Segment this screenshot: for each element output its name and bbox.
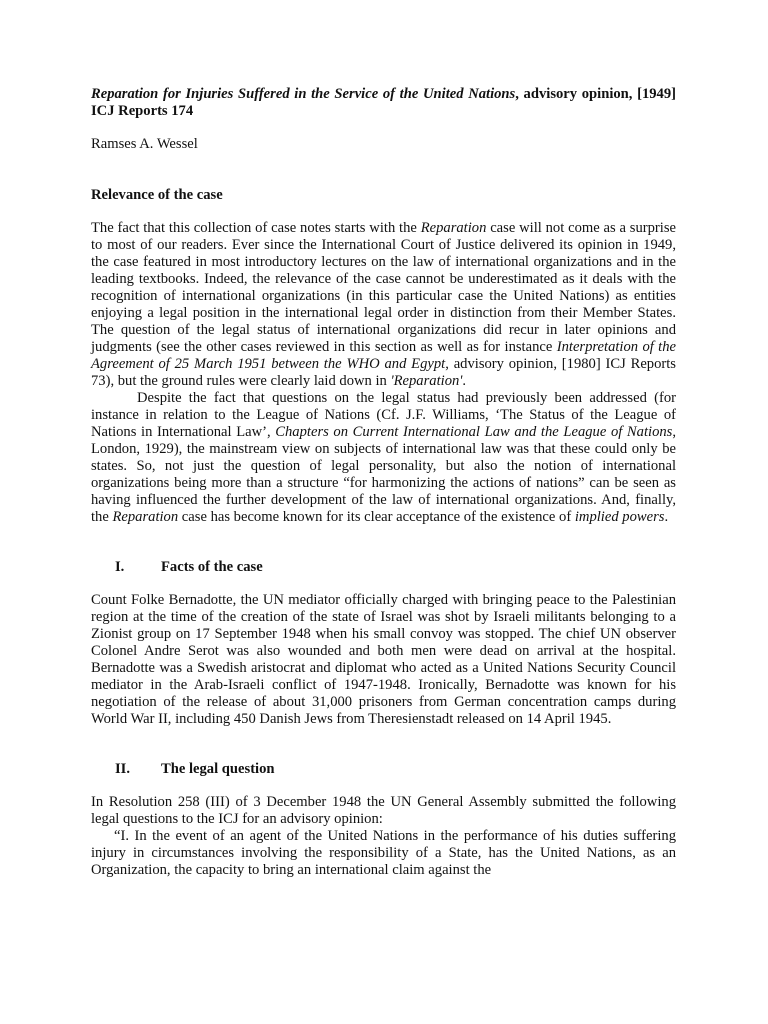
text-run: The fact that this collection of case notes starts with the: [91, 220, 421, 236]
italic-run: Interpretation of the Agreement of 25 March 1951 between the WHO and Egypt: [91, 339, 677, 372]
section-number: II.: [115, 761, 131, 777]
text-run: , London, 1929), the mainstream view on subjects of international law was that these could only be states. So, not just the question of legal personality, but also the notion of international organizations being more than a structure “for harmonizing the actions of nations” can be seen as having influenced the further development of the law of international organizations. And, finally, the: [91, 424, 677, 525]
section-title: The legal question: [161, 761, 275, 777]
document-body: [91, 86, 676, 879]
text-run: , advisory opinion, [1980] ICJ Reports 73), but the ground rules were clearly laid down in: [91, 356, 676, 389]
italic-run: implied powers: [574, 509, 665, 525]
text-run: case will not come as a surprise to most of our readers. Ever since the International Court of Justice delivered its opinion in 1949, the case featured in most introductory lectures on the law of international organizations and in the leading textbooks. Indeed, the relevance of the case cannot be underestimated as it deals with the recognition of international organizations (in this particular case the United Nations) as entities enjoying a legal position in the international legal order in distinction from their Member States. The question of the legal status of international organizations did recur in later opinions and judgments (see the other cases reviewed in this section as well as for instance: [91, 220, 676, 355]
title-italic: Reparation for Injuries Suffered in the Service of the United Nations: [91, 86, 516, 102]
legal-question-paragraph: In Resolution 258 (III) of 3 December 1948 the UN General Assembly submitted the following legal questions to the ICJ for an advisory opinion:: [91, 794, 676, 827]
facts-paragraph: Count Folke Bernadotte, the UN mediator officially charged with bringing peace to the Palestinian region at the time of the creation of the state of Israel was shot by Israeli militants belonging to a Zionist group on 17 September 1948 when his small convoy was stopped. The chief UN observer Colonel Andre Serot was also wounded and both men were dead on arrival at the hospital. Bernadotte was a Swedish aristocrat and diplomat who acted as a United Nations Security Council mediator in the Arab-Israeli conflict of 1947-1948. Ironically, Bernadotte was known for his negotiation of the release of about 31,000 prisoners from German concentration camps during World War II, including 450 Danish Jews from Theresienstadt released on 14 April 1945.: [91, 592, 676, 727]
text-run: case has become known for its clear acceptance of the existence of: [178, 509, 575, 525]
italic-run: Chapters on Current International Law and the League of Nations: [275, 424, 673, 440]
relevance-paragraph-2: [91, 390, 676, 526]
section-heading-legal-question: [91, 761, 676, 778]
document-title: [91, 86, 676, 120]
text-run: .: [462, 373, 467, 389]
section-heading-facts: [91, 559, 676, 576]
section-heading-relevance: Relevance of the case: [91, 187, 223, 203]
italic-run: Reparation: [112, 509, 179, 525]
legal-question-quote: “I. In the event of an agent of the United Nations in the performance of his duties suffering injury in circumstances involving the responsibility of a State, has the United Nations, as an Organization, the capacity to bring an international claim against the: [91, 828, 676, 878]
section-number: I.: [115, 559, 125, 575]
relevance-paragraph-1: [91, 220, 676, 390]
text-run: Despite the fact that questions on the legal status had previously been addressed (for instance in relation to the League of Nations (Cf. J.F. Williams, ‘The Status of the League of Nations in International Law’,: [91, 390, 676, 440]
title-rest: , advisory opinion, [1949] ICJ Reports 174: [91, 86, 677, 119]
italic-run: Reparation: [420, 220, 487, 236]
author-name: Ramses A. Wessel: [91, 136, 198, 152]
italic-run: 'Reparation': [390, 373, 463, 389]
section-title: Facts of the case: [161, 559, 263, 575]
text-run: .: [664, 509, 669, 525]
